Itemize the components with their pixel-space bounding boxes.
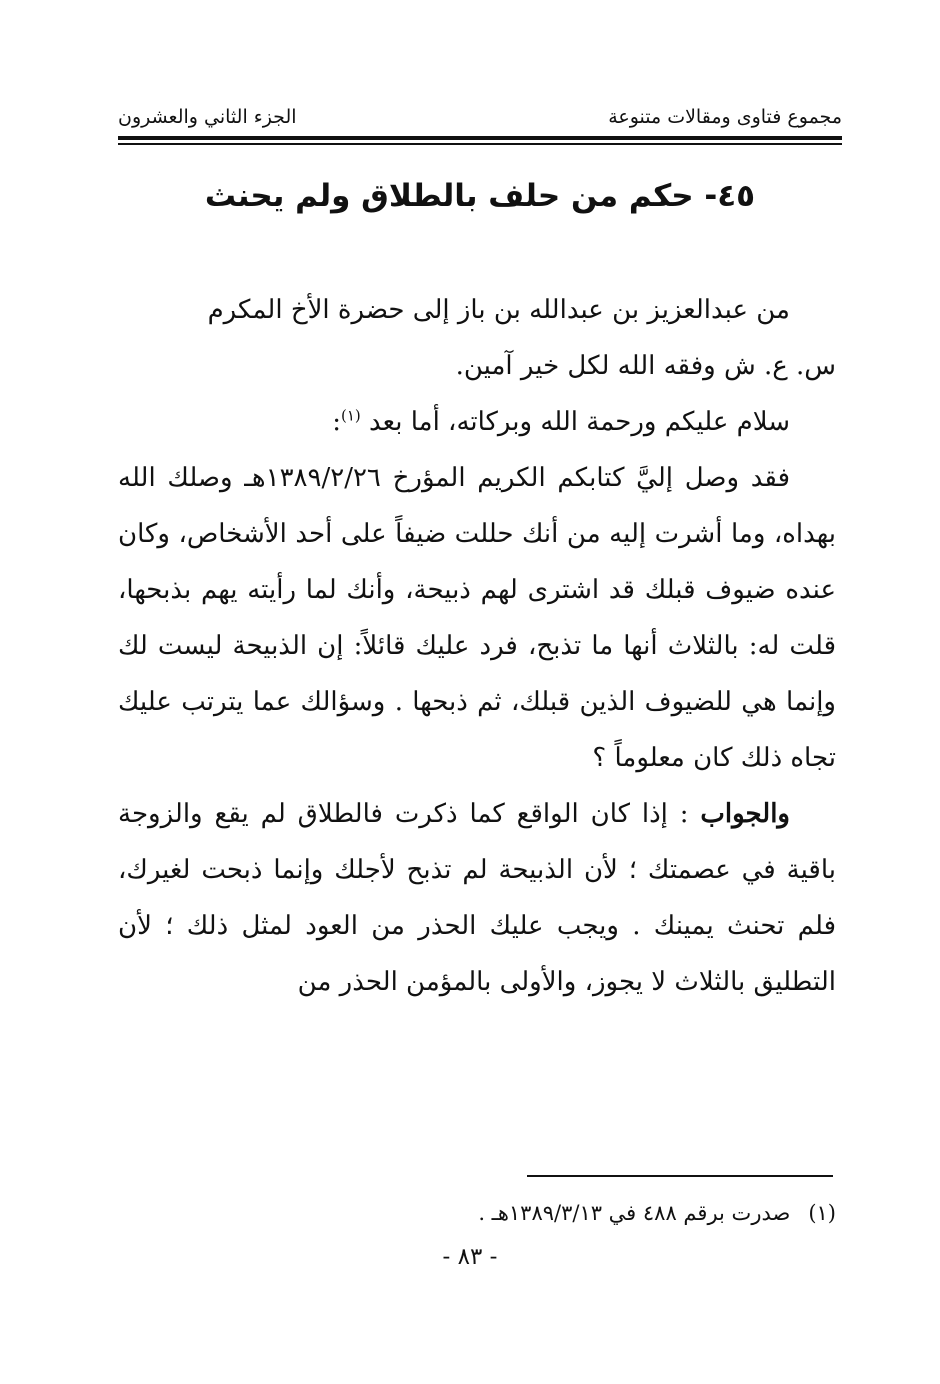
footnote-marker: (١) — [808, 1201, 836, 1225]
page-number: - ٨٣ - — [442, 1244, 498, 1270]
paragraph-answer — [118, 786, 836, 1010]
greeting-text: سلام عليكم ورحمة الله وبركاته، أما بعد — [369, 407, 790, 437]
footnote — [118, 1198, 836, 1228]
header-rule-thick — [118, 136, 842, 140]
body-text — [118, 282, 836, 1010]
header-book-title: مجموع فتاوى ومقالات متنوعة — [608, 106, 842, 128]
paragraph-salutation: من عبدالعزيز بن عبدالله بن باز إلى حضرة الأخ المكرم — [207, 295, 790, 325]
footnote-reference: (١) — [340, 406, 361, 425]
footnote-text: صدرت برقم ٤٨٨ في ١٣٨٩/٣/١٣هـ . — [478, 1201, 791, 1225]
header-volume: الجزء الثاني والعشرون — [118, 106, 297, 128]
greeting-colon: : — [332, 407, 341, 437]
paragraph-question: فقد وصل إليَّ كتابكم الكريم المؤرخ ١٣٨٩/٢/٢٦هـ وصلك الله بهداه، وما أشرت إليه من أنك حللت ضيفاً على أحد الأشخاص، وكان عنده ضيوف قبلك قد اشترى لهم ذبيحة، وأنك لما رأيته يهم بذبحها، قلت له: بالثلاث أنها ما تذبح، فرد عليك قائلاً: إن الذبيحة ليست لك وإنما هي للضيوف الذين قبلك، ثم ذبحها . وسؤالك عما يترتب عليك تجاه ذلك كان معلوماً ؟ — [118, 463, 836, 773]
paragraph-recipient: س. ع. ش وفقه الله لكل خير آمين. — [455, 351, 836, 381]
running-header — [118, 98, 842, 128]
header-rule-thin — [118, 143, 842, 145]
answer-label: والجواب — [700, 799, 790, 829]
footnote-rule — [527, 1175, 833, 1177]
section-title: ٤٥- حكم من حلف بالطلاق ولم يحنث — [204, 178, 756, 214]
paragraph-greeting — [118, 394, 836, 450]
answer-text: : إذا كان الواقع كما ذكرت فالطلاق لم يقع والزوجة باقية في عصمتك ؛ لأن الذبيحة لم تذبح لأجلك وإنما ذبحت لغيرك، فلم تحنث يمينك . ويجب عليك الحذر من العود لمثل ذلك ؛ لأن التطليق بالثلاث لا يجوز، والأولى بالمؤمن الحذر من — [118, 799, 836, 997]
